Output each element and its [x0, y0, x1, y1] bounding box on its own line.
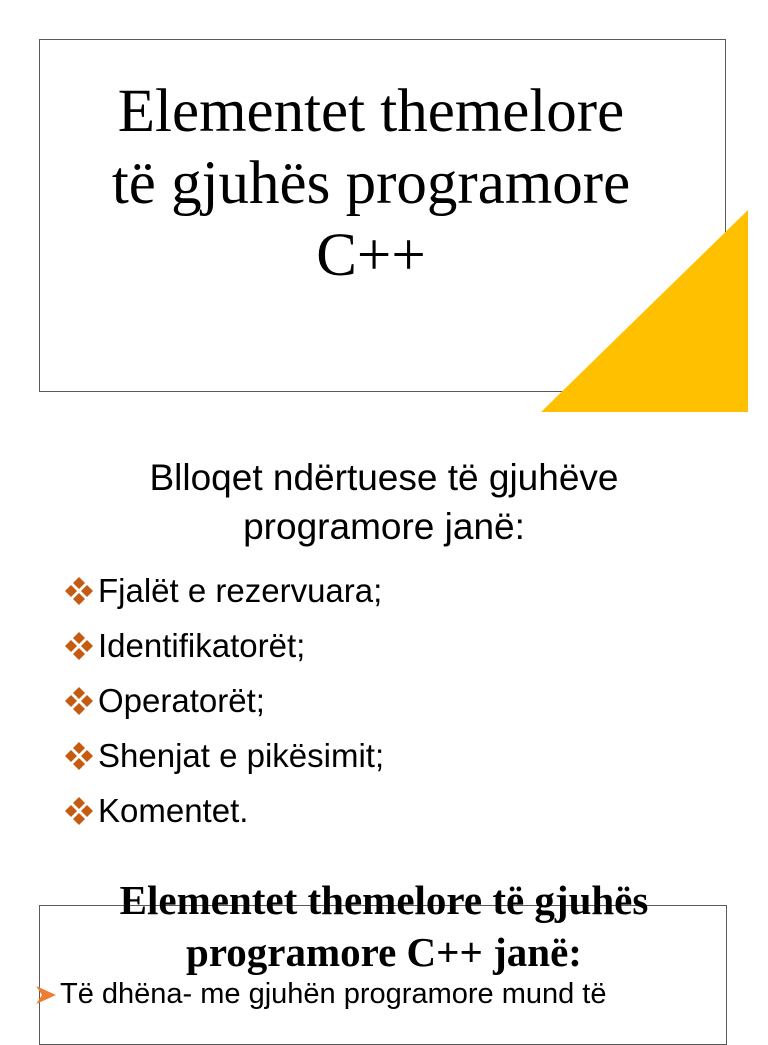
arrow-right-icon [34, 984, 58, 1006]
title-slide-heading [39, 76, 703, 292]
building-blocks-list [62, 563, 742, 838]
elements-slide-heading [0, 874, 768, 978]
list-item-label: Shenjat e pikësimit; [98, 736, 385, 774]
building-blocks-heading [0, 453, 768, 551]
diamond-cluster-icon [62, 684, 96, 718]
diamond-cluster-icon [62, 739, 96, 773]
heading-line: Elementet themelore të gjuhës [119, 877, 649, 923]
heading-line: Blloqet ndërtuese të gjuhëve [149, 457, 619, 498]
title-line: Elementet themelore [117, 78, 625, 145]
diamond-cluster-icon [62, 794, 96, 828]
list-item [62, 728, 742, 783]
list-item [62, 783, 742, 838]
heading-line: programore C++ janë: [186, 929, 582, 975]
list-item-label: Komentet. [98, 791, 249, 829]
list-item [62, 673, 742, 728]
list-item-label: Identifikatorët; [98, 626, 306, 664]
list-item [62, 563, 742, 618]
title-line: C++ [316, 222, 426, 289]
heading-line: programore janë: [243, 506, 525, 547]
list-item-label: Operatorët; [98, 681, 265, 719]
title-line: të gjuhës programore [111, 150, 631, 217]
point-text: Të dhëna- me gjuhën programore mund të [60, 978, 607, 1010]
diamond-cluster-icon [62, 574, 96, 608]
list-item [62, 618, 742, 673]
list-item-label: Fjalët e rezervuara; [98, 571, 383, 609]
elements-first-point [34, 978, 754, 1011]
diamond-cluster-icon [62, 629, 96, 663]
